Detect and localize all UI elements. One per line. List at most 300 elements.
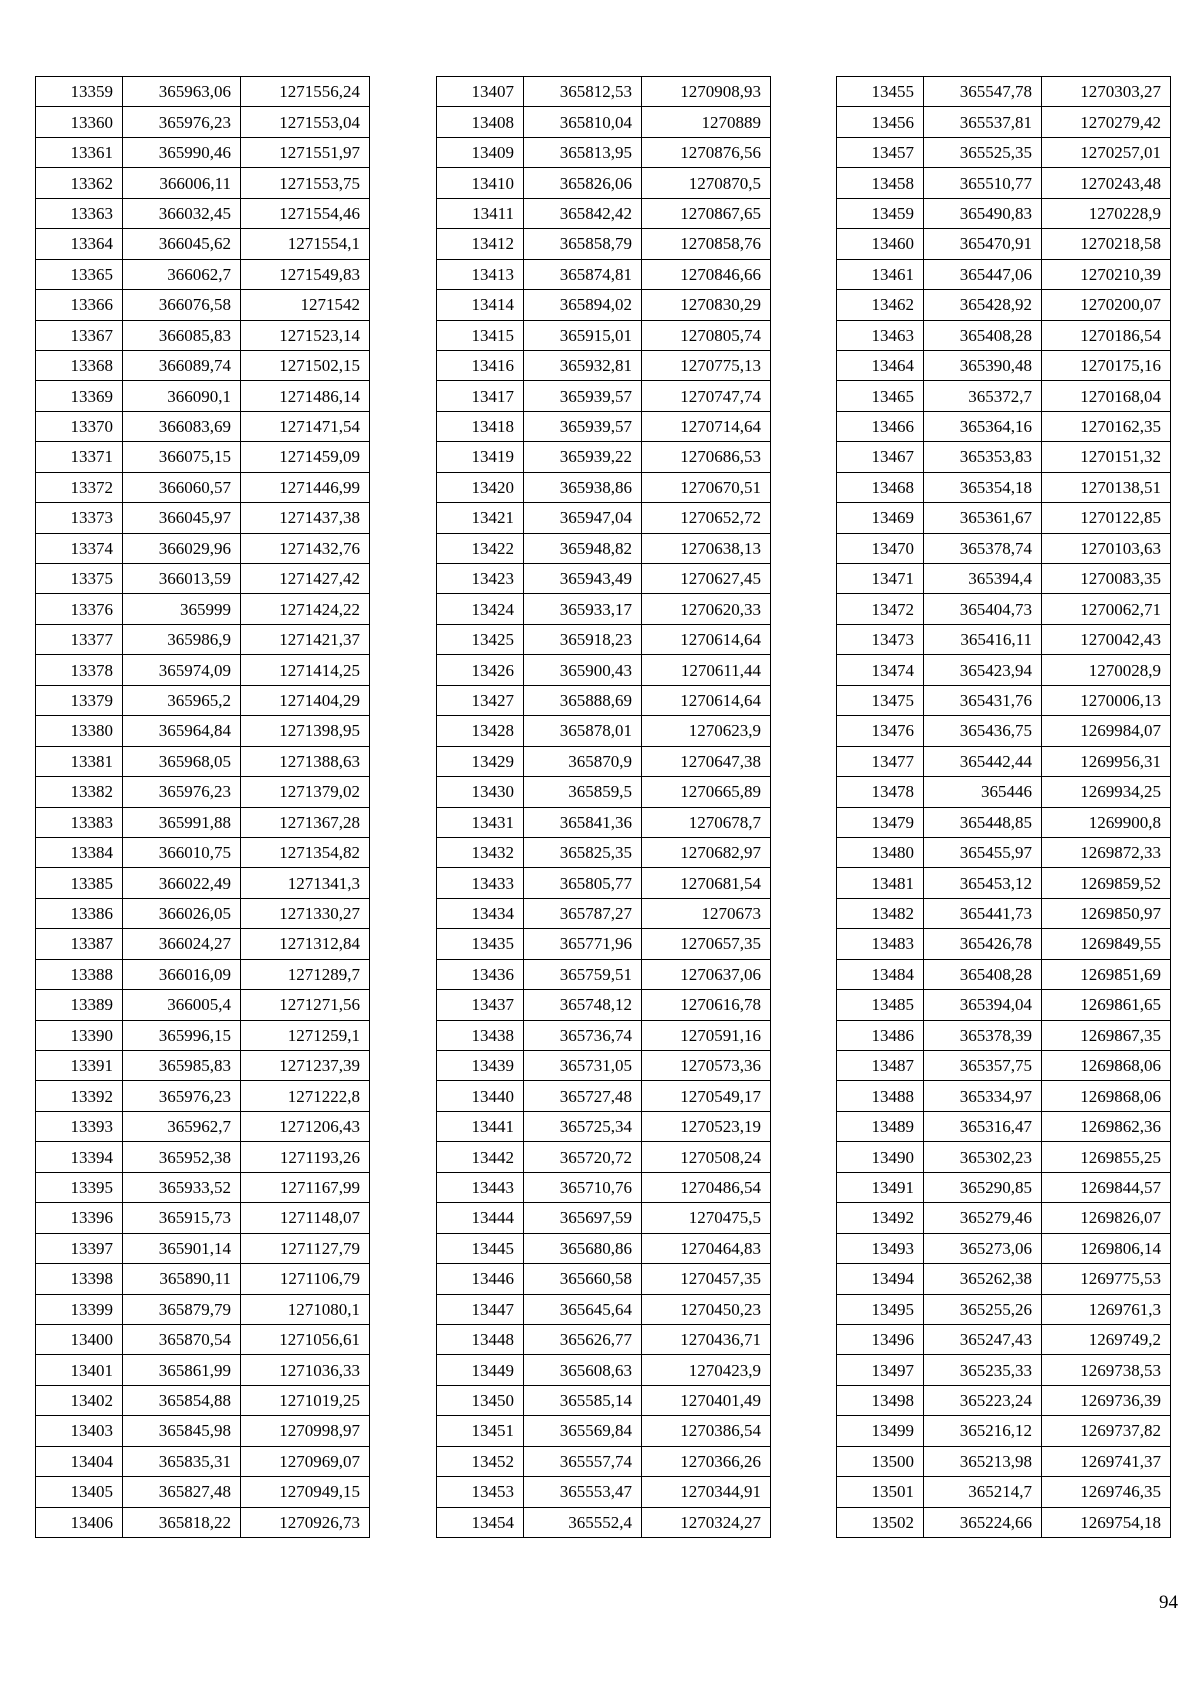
x-coordinate-cell: 365874,81 <box>524 259 642 289</box>
table-row <box>837 1081 1171 1111</box>
x-coordinate-cell: 366016,09 <box>123 959 241 989</box>
x-coordinate-cell: 365939,57 <box>524 381 642 411</box>
y-coordinate-cell: 1269746,35 <box>1042 1477 1171 1507</box>
x-coordinate-cell: 365394,4 <box>924 564 1042 594</box>
point-number-cell: 13364 <box>36 229 123 259</box>
table-row <box>837 868 1171 898</box>
y-coordinate-cell: 1271424,22 <box>241 594 370 624</box>
y-coordinate-cell: 1269749,2 <box>1042 1324 1171 1354</box>
x-coordinate-cell: 365858,79 <box>524 229 642 259</box>
x-coordinate-cell: 365626,77 <box>524 1324 642 1354</box>
x-coordinate-cell: 366060,57 <box>123 472 241 502</box>
table-row <box>36 1111 370 1141</box>
x-coordinate-cell: 365933,17 <box>524 594 642 624</box>
table-row <box>437 472 771 502</box>
point-number-cell: 13502 <box>837 1507 924 1537</box>
x-coordinate-cell: 365771,96 <box>524 929 642 959</box>
x-coordinate-cell: 365727,48 <box>524 1081 642 1111</box>
table-row <box>837 1111 1171 1141</box>
y-coordinate-cell: 1271398,95 <box>241 716 370 746</box>
x-coordinate-cell: 365725,34 <box>524 1111 642 1141</box>
x-coordinate-cell: 365787,27 <box>524 898 642 928</box>
point-number-cell: 13404 <box>36 1446 123 1476</box>
point-number-cell: 13421 <box>437 503 524 533</box>
x-coordinate-cell: 365985,83 <box>123 1051 241 1081</box>
table-row <box>36 198 370 228</box>
x-coordinate-cell: 365826,06 <box>524 168 642 198</box>
y-coordinate-cell: 1270620,33 <box>642 594 771 624</box>
table-row <box>36 442 370 472</box>
point-number-cell: 13473 <box>837 624 924 654</box>
table-row <box>36 1142 370 1172</box>
point-number-cell: 13431 <box>437 807 524 837</box>
y-coordinate-cell: 1271553,04 <box>241 107 370 137</box>
point-number-cell: 13499 <box>837 1416 924 1446</box>
point-number-cell: 13500 <box>837 1446 924 1476</box>
table-row <box>437 1385 771 1415</box>
x-coordinate-cell: 365213,98 <box>924 1446 1042 1476</box>
x-coordinate-cell: 365680,86 <box>524 1233 642 1263</box>
table-row <box>837 1385 1171 1415</box>
table-row <box>36 1264 370 1294</box>
x-coordinate-cell: 365608,63 <box>524 1355 642 1385</box>
x-coordinate-cell: 365448,85 <box>924 807 1042 837</box>
y-coordinate-cell: 1269738,53 <box>1042 1355 1171 1385</box>
table-row <box>36 503 370 533</box>
x-coordinate-cell: 365364,16 <box>924 411 1042 441</box>
y-coordinate-cell: 1270682,97 <box>642 837 771 867</box>
point-number-cell: 13450 <box>437 1385 524 1415</box>
x-coordinate-cell: 365827,48 <box>123 1477 241 1507</box>
y-coordinate-cell: 1270998,97 <box>241 1416 370 1446</box>
x-coordinate-cell: 365569,84 <box>524 1416 642 1446</box>
table-row <box>837 1294 1171 1324</box>
y-coordinate-cell: 1270647,38 <box>642 746 771 776</box>
y-coordinate-cell: 1271019,25 <box>241 1385 370 1415</box>
point-number-cell: 13403 <box>36 1416 123 1446</box>
x-coordinate-cell: 365901,14 <box>123 1233 241 1263</box>
table-row <box>837 898 1171 928</box>
x-coordinate-cell: 365861,99 <box>123 1355 241 1385</box>
x-coordinate-cell: 365557,74 <box>524 1446 642 1476</box>
table-row <box>36 533 370 563</box>
table-row <box>837 1446 1171 1476</box>
point-number-cell: 13417 <box>437 381 524 411</box>
x-coordinate-cell: 365948,82 <box>524 533 642 563</box>
y-coordinate-cell: 1271080,1 <box>241 1294 370 1324</box>
y-coordinate-cell: 1271193,26 <box>241 1142 370 1172</box>
x-coordinate-cell: 366013,59 <box>123 564 241 594</box>
point-number-cell: 13462 <box>837 290 924 320</box>
table-row <box>36 959 370 989</box>
y-coordinate-cell: 1270457,35 <box>642 1264 771 1294</box>
table-row <box>437 168 771 198</box>
table-row <box>36 1020 370 1050</box>
point-number-cell: 13485 <box>837 990 924 1020</box>
x-coordinate-cell: 365453,12 <box>924 868 1042 898</box>
point-number-cell: 13407 <box>437 77 524 107</box>
point-number-cell: 13374 <box>36 533 123 563</box>
y-coordinate-cell: 1271551,97 <box>241 137 370 167</box>
table-row <box>437 259 771 289</box>
point-number-cell: 13363 <box>36 198 123 228</box>
y-coordinate-cell: 1270279,42 <box>1042 107 1171 137</box>
table-row <box>837 837 1171 867</box>
x-coordinate-cell: 365390,48 <box>924 350 1042 380</box>
x-coordinate-cell: 366022,49 <box>123 868 241 898</box>
y-coordinate-cell: 1269861,65 <box>1042 990 1171 1020</box>
point-number-cell: 13489 <box>837 1111 924 1141</box>
point-number-cell: 13470 <box>837 533 924 563</box>
x-coordinate-cell: 365812,53 <box>524 77 642 107</box>
point-number-cell: 13443 <box>437 1172 524 1202</box>
point-number-cell: 13432 <box>437 837 524 867</box>
point-number-cell: 13478 <box>837 777 924 807</box>
table-row <box>36 137 370 167</box>
x-coordinate-cell: 365357,75 <box>924 1051 1042 1081</box>
x-coordinate-cell: 365845,98 <box>123 1416 241 1446</box>
table-row <box>36 1507 370 1537</box>
y-coordinate-cell: 1270670,51 <box>642 472 771 502</box>
y-coordinate-cell: 1270867,65 <box>642 198 771 228</box>
y-coordinate-cell: 1270210,39 <box>1042 259 1171 289</box>
point-number-cell: 13441 <box>437 1111 524 1141</box>
point-number-cell: 13434 <box>437 898 524 928</box>
point-number-cell: 13423 <box>437 564 524 594</box>
y-coordinate-cell: 1271486,14 <box>241 381 370 411</box>
x-coordinate-cell: 365553,47 <box>524 1477 642 1507</box>
x-coordinate-cell: 365235,33 <box>924 1355 1042 1385</box>
x-coordinate-cell: 365854,88 <box>123 1385 241 1415</box>
table-row <box>837 320 1171 350</box>
table-row <box>837 1233 1171 1263</box>
table-row <box>837 198 1171 228</box>
y-coordinate-cell: 1270243,48 <box>1042 168 1171 198</box>
y-coordinate-cell: 1270257,01 <box>1042 137 1171 167</box>
y-coordinate-cell: 1269737,82 <box>1042 1416 1171 1446</box>
table-row <box>837 1203 1171 1233</box>
table-row <box>837 1020 1171 1050</box>
y-coordinate-cell: 1271471,54 <box>241 411 370 441</box>
point-number-cell: 13382 <box>36 777 123 807</box>
y-coordinate-cell: 1270366,26 <box>642 1446 771 1476</box>
x-coordinate-cell: 365939,22 <box>524 442 642 472</box>
point-number-cell: 13468 <box>837 472 924 502</box>
x-coordinate-cell: 366006,11 <box>123 168 241 198</box>
y-coordinate-cell: 1269775,53 <box>1042 1264 1171 1294</box>
point-number-cell: 13375 <box>36 564 123 594</box>
table-row <box>437 1507 771 1537</box>
point-number-cell: 13466 <box>837 411 924 441</box>
y-coordinate-cell: 1270657,35 <box>642 929 771 959</box>
y-coordinate-cell: 1270681,54 <box>642 868 771 898</box>
point-number-cell: 13405 <box>36 1477 123 1507</box>
point-number-cell: 13384 <box>36 837 123 867</box>
y-coordinate-cell: 1271379,02 <box>241 777 370 807</box>
point-number-cell: 13490 <box>837 1142 924 1172</box>
x-coordinate-cell: 366085,83 <box>123 320 241 350</box>
coordinates-table-3 <box>836 76 1171 1538</box>
point-number-cell: 13366 <box>36 290 123 320</box>
point-number-cell: 13376 <box>36 594 123 624</box>
point-number-cell: 13436 <box>437 959 524 989</box>
y-coordinate-cell: 1270138,51 <box>1042 472 1171 502</box>
point-number-cell: 13442 <box>437 1142 524 1172</box>
table-row <box>36 716 370 746</box>
y-coordinate-cell: 1270614,64 <box>642 624 771 654</box>
x-coordinate-cell: 366045,62 <box>123 229 241 259</box>
table-row <box>437 1051 771 1081</box>
y-coordinate-cell: 1269859,52 <box>1042 868 1171 898</box>
y-coordinate-cell: 1270386,54 <box>642 1416 771 1446</box>
x-coordinate-cell: 365273,06 <box>924 1233 1042 1263</box>
table-row <box>837 685 1171 715</box>
x-coordinate-cell: 366075,15 <box>123 442 241 472</box>
point-number-cell: 13388 <box>36 959 123 989</box>
table-row <box>837 472 1171 502</box>
point-number-cell: 13422 <box>437 533 524 563</box>
table-row <box>437 1111 771 1141</box>
table-row <box>36 564 370 594</box>
y-coordinate-cell: 1269806,14 <box>1042 1233 1171 1263</box>
x-coordinate-cell: 365426,78 <box>924 929 1042 959</box>
table-row <box>437 1477 771 1507</box>
y-coordinate-cell: 1271289,7 <box>241 959 370 989</box>
x-coordinate-cell: 366089,74 <box>123 350 241 380</box>
x-coordinate-cell: 365255,26 <box>924 1294 1042 1324</box>
y-coordinate-cell: 1270028,9 <box>1042 655 1171 685</box>
table-row <box>837 655 1171 685</box>
y-coordinate-cell: 1271427,42 <box>241 564 370 594</box>
table-row <box>36 1233 370 1263</box>
y-coordinate-cell: 1270122,85 <box>1042 503 1171 533</box>
table-row <box>36 1385 370 1415</box>
x-coordinate-cell: 365968,05 <box>123 746 241 776</box>
y-coordinate-cell: 1270228,9 <box>1042 198 1171 228</box>
point-number-cell: 13383 <box>36 807 123 837</box>
table-row <box>36 655 370 685</box>
y-coordinate-cell: 1271341,3 <box>241 868 370 898</box>
y-coordinate-cell: 1270151,32 <box>1042 442 1171 472</box>
x-coordinate-cell: 365354,18 <box>924 472 1042 502</box>
x-coordinate-cell: 365976,23 <box>123 777 241 807</box>
table-row <box>837 229 1171 259</box>
point-number-cell: 13390 <box>36 1020 123 1050</box>
x-coordinate-cell: 365938,86 <box>524 472 642 502</box>
x-coordinate-cell: 365697,59 <box>524 1203 642 1233</box>
y-coordinate-cell: 1270344,91 <box>642 1477 771 1507</box>
x-coordinate-cell: 365879,79 <box>123 1294 241 1324</box>
point-number-cell: 13361 <box>36 137 123 167</box>
x-coordinate-cell: 366083,69 <box>123 411 241 441</box>
point-number-cell: 13481 <box>837 868 924 898</box>
table-row <box>437 381 771 411</box>
y-coordinate-cell: 1270423,9 <box>642 1355 771 1385</box>
x-coordinate-cell: 365394,04 <box>924 990 1042 1020</box>
table-row <box>36 411 370 441</box>
x-coordinate-cell: 366032,45 <box>123 198 241 228</box>
table-row <box>36 1203 370 1233</box>
point-number-cell: 13397 <box>36 1233 123 1263</box>
y-coordinate-cell: 1271542 <box>241 290 370 320</box>
y-coordinate-cell: 1271367,28 <box>241 807 370 837</box>
y-coordinate-cell: 1270401,49 <box>642 1385 771 1415</box>
x-coordinate-cell: 366062,7 <box>123 259 241 289</box>
y-coordinate-cell: 1270858,76 <box>642 229 771 259</box>
x-coordinate-cell: 365759,51 <box>524 959 642 989</box>
x-coordinate-cell: 365976,23 <box>123 107 241 137</box>
y-coordinate-cell: 1271271,56 <box>241 990 370 1020</box>
point-number-cell: 13427 <box>437 685 524 715</box>
point-number-cell: 13395 <box>36 1172 123 1202</box>
y-coordinate-cell: 1270614,64 <box>642 685 771 715</box>
x-coordinate-cell: 366010,75 <box>123 837 241 867</box>
y-coordinate-cell: 1270450,23 <box>642 1294 771 1324</box>
table-row <box>437 777 771 807</box>
point-number-cell: 13426 <box>437 655 524 685</box>
x-coordinate-cell: 365842,42 <box>524 198 642 228</box>
y-coordinate-cell: 1271237,39 <box>241 1051 370 1081</box>
y-coordinate-cell: 1269867,35 <box>1042 1020 1171 1050</box>
y-coordinate-cell: 1271446,99 <box>241 472 370 502</box>
y-coordinate-cell: 1269872,33 <box>1042 837 1171 867</box>
y-coordinate-cell: 1271056,61 <box>241 1324 370 1354</box>
x-coordinate-cell: 365943,49 <box>524 564 642 594</box>
table-row <box>36 1081 370 1111</box>
table-row <box>837 1324 1171 1354</box>
y-coordinate-cell: 1269984,07 <box>1042 716 1171 746</box>
point-number-cell: 13385 <box>36 868 123 898</box>
table-row <box>837 137 1171 167</box>
x-coordinate-cell: 365918,23 <box>524 624 642 654</box>
point-number-cell: 13479 <box>837 807 924 837</box>
x-coordinate-cell: 365963,06 <box>123 77 241 107</box>
point-number-cell: 13413 <box>437 259 524 289</box>
point-number-cell: 13491 <box>837 1172 924 1202</box>
point-number-cell: 13475 <box>837 685 924 715</box>
x-coordinate-cell: 365720,72 <box>524 1142 642 1172</box>
table-row <box>837 624 1171 654</box>
table-row <box>837 381 1171 411</box>
y-coordinate-cell: 1270083,35 <box>1042 564 1171 594</box>
y-coordinate-cell: 1269844,57 <box>1042 1172 1171 1202</box>
point-number-cell: 13480 <box>837 837 924 867</box>
table-row <box>36 229 370 259</box>
table-row <box>437 320 771 350</box>
x-coordinate-cell: 365585,14 <box>524 1385 642 1415</box>
point-number-cell: 13365 <box>36 259 123 289</box>
y-coordinate-cell: 1270616,78 <box>642 990 771 1020</box>
point-number-cell: 13451 <box>437 1416 524 1446</box>
point-number-cell: 13430 <box>437 777 524 807</box>
table-row <box>437 198 771 228</box>
x-coordinate-cell: 365859,5 <box>524 777 642 807</box>
table-row <box>36 259 370 289</box>
y-coordinate-cell: 1270523,19 <box>642 1111 771 1141</box>
table-row <box>437 624 771 654</box>
x-coordinate-cell: 365547,78 <box>924 77 1042 107</box>
table-row <box>36 77 370 107</box>
y-coordinate-cell: 1269868,06 <box>1042 1081 1171 1111</box>
point-number-cell: 13393 <box>36 1111 123 1141</box>
y-coordinate-cell: 1269761,3 <box>1042 1294 1171 1324</box>
point-number-cell: 13467 <box>837 442 924 472</box>
y-coordinate-cell: 1269849,55 <box>1042 929 1171 959</box>
point-number-cell: 13469 <box>837 503 924 533</box>
y-coordinate-cell: 1271222,8 <box>241 1081 370 1111</box>
x-coordinate-cell: 365986,9 <box>123 624 241 654</box>
table-row <box>837 959 1171 989</box>
y-coordinate-cell: 1270969,07 <box>241 1446 370 1476</box>
x-coordinate-cell: 365436,75 <box>924 716 1042 746</box>
table-row <box>437 442 771 472</box>
x-coordinate-cell: 365999 <box>123 594 241 624</box>
y-coordinate-cell: 1269868,06 <box>1042 1051 1171 1081</box>
point-number-cell: 13493 <box>837 1233 924 1263</box>
x-coordinate-cell: 365915,01 <box>524 320 642 350</box>
point-number-cell: 13408 <box>437 107 524 137</box>
table-row <box>36 168 370 198</box>
y-coordinate-cell: 1270549,17 <box>642 1081 771 1111</box>
point-number-cell: 13474 <box>837 655 924 685</box>
x-coordinate-cell: 365731,05 <box>524 1051 642 1081</box>
table-row <box>837 1477 1171 1507</box>
y-coordinate-cell: 1270103,63 <box>1042 533 1171 563</box>
x-coordinate-cell: 365416,11 <box>924 624 1042 654</box>
point-number-cell: 13378 <box>36 655 123 685</box>
x-coordinate-cell: 365223,24 <box>924 1385 1042 1415</box>
x-coordinate-cell: 365470,91 <box>924 229 1042 259</box>
y-coordinate-cell: 1271354,82 <box>241 837 370 867</box>
table-row <box>437 564 771 594</box>
point-number-cell: 13372 <box>36 472 123 502</box>
y-coordinate-cell: 1269826,07 <box>1042 1203 1171 1233</box>
x-coordinate-cell: 365247,43 <box>924 1324 1042 1354</box>
y-coordinate-cell: 1270573,36 <box>642 1051 771 1081</box>
y-coordinate-cell: 1269736,39 <box>1042 1385 1171 1415</box>
y-coordinate-cell: 1270686,53 <box>642 442 771 472</box>
point-number-cell: 13399 <box>36 1294 123 1324</box>
point-number-cell: 13435 <box>437 929 524 959</box>
point-number-cell: 13492 <box>837 1203 924 1233</box>
point-number-cell: 13446 <box>437 1264 524 1294</box>
y-coordinate-cell: 1271259,1 <box>241 1020 370 1050</box>
point-number-cell: 13419 <box>437 442 524 472</box>
point-number-cell: 13433 <box>437 868 524 898</box>
x-coordinate-cell: 366024,27 <box>123 929 241 959</box>
point-number-cell: 13482 <box>837 898 924 928</box>
y-coordinate-cell: 1269754,18 <box>1042 1507 1171 1537</box>
table-row <box>36 1416 370 1446</box>
table-row <box>36 472 370 502</box>
point-number-cell: 13359 <box>36 77 123 107</box>
point-number-cell: 13471 <box>837 564 924 594</box>
x-coordinate-cell: 365279,46 <box>924 1203 1042 1233</box>
y-coordinate-cell: 1271554,46 <box>241 198 370 228</box>
point-number-cell: 13406 <box>36 1507 123 1537</box>
y-coordinate-cell: 1271553,75 <box>241 168 370 198</box>
x-coordinate-cell: 365841,36 <box>524 807 642 837</box>
point-number-cell: 13483 <box>837 929 924 959</box>
x-coordinate-cell: 365990,46 <box>123 137 241 167</box>
x-coordinate-cell: 365378,74 <box>924 533 1042 563</box>
point-number-cell: 13456 <box>837 107 924 137</box>
x-coordinate-cell: 365939,57 <box>524 411 642 441</box>
point-number-cell: 13445 <box>437 1233 524 1263</box>
y-coordinate-cell: 1269956,31 <box>1042 746 1171 776</box>
point-number-cell: 13457 <box>837 137 924 167</box>
table-row <box>36 898 370 928</box>
